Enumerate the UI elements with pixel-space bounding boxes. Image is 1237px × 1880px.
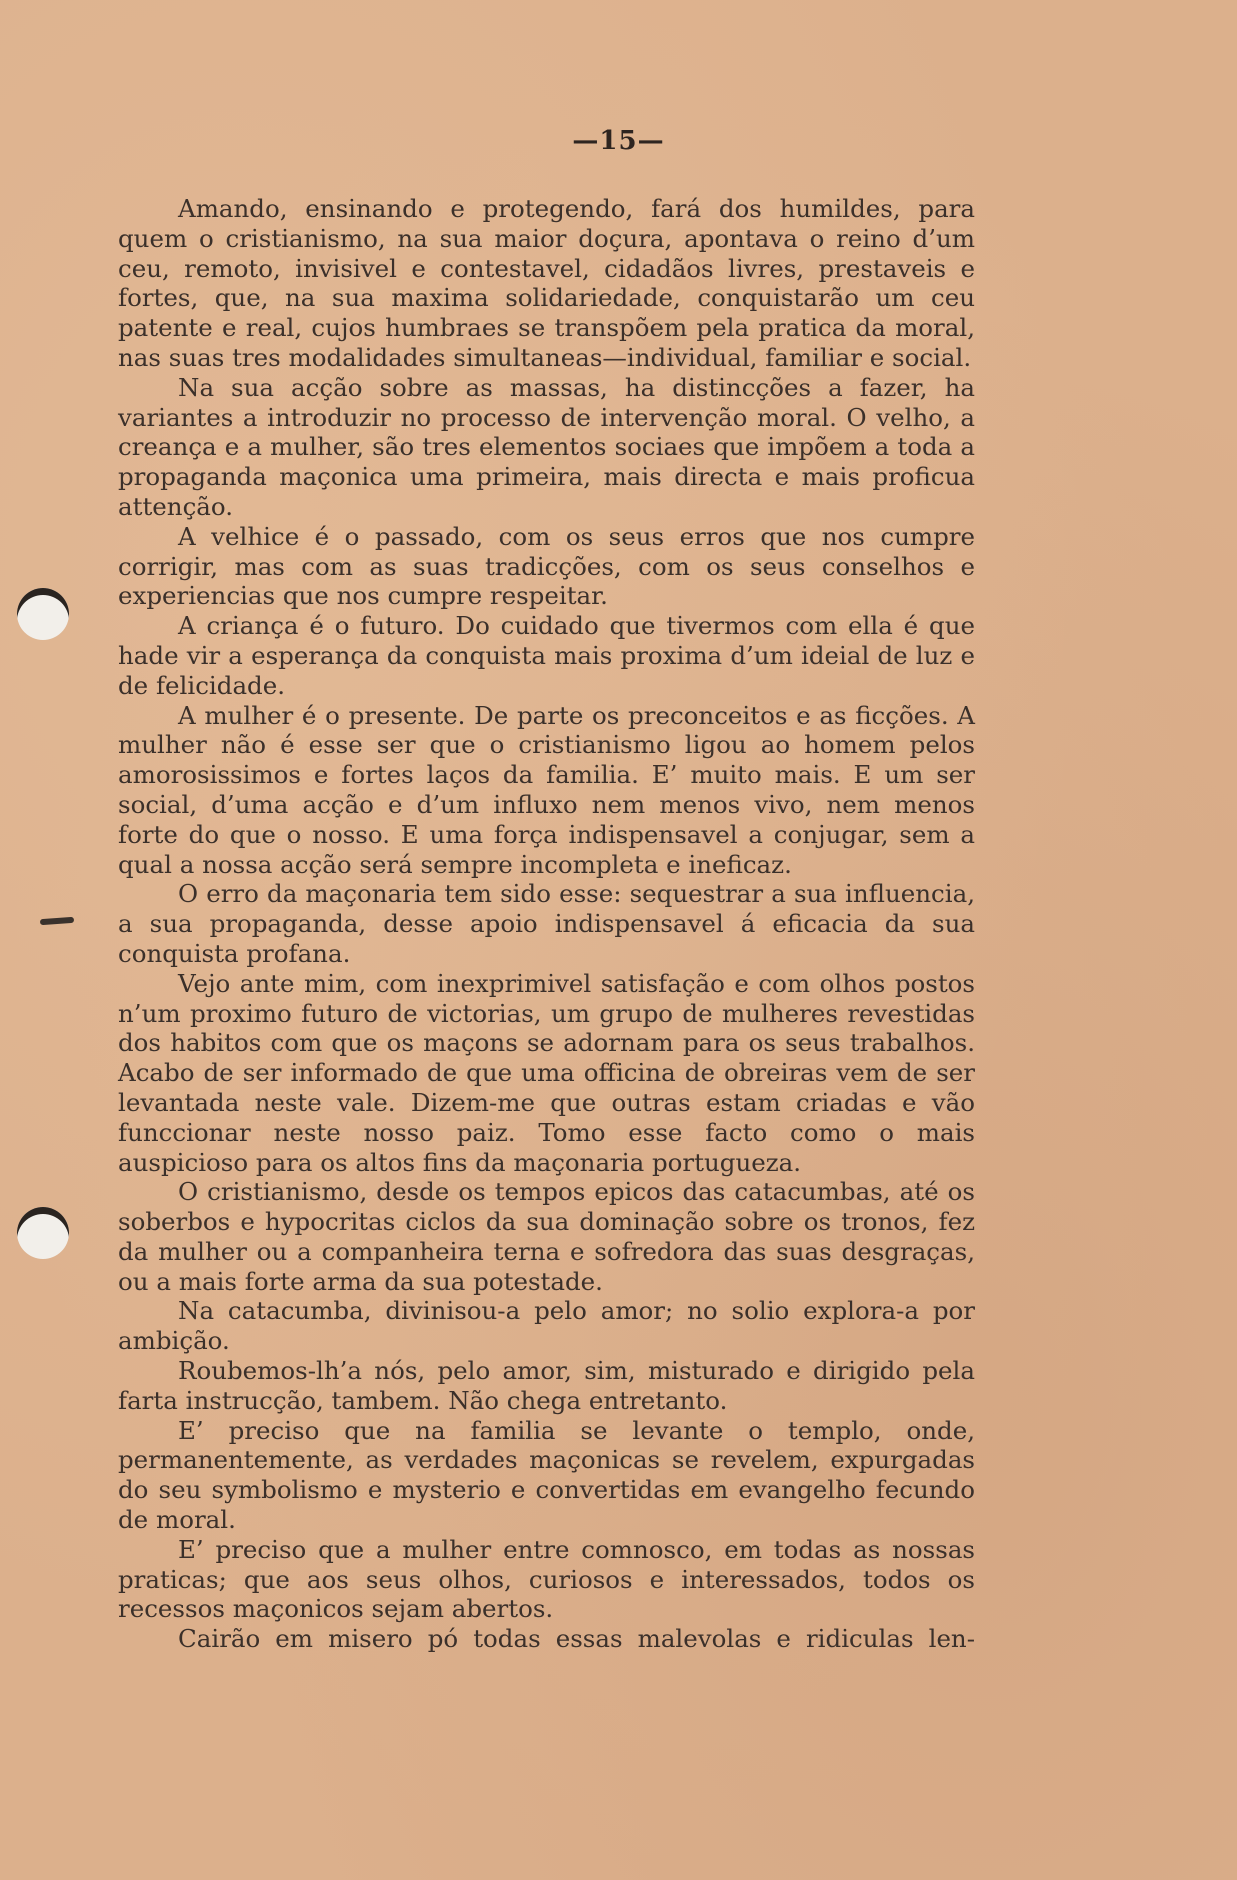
paragraph-8: O cristianismo, desde os tempos epicos das catacumbas, até os soberbos e hypocritas ciclos da sua dominação sobre os tronos, fez da mulher ou a companheira terna e sofredora das suas desgraças, ou a mais forte arma da sua potestade. [118,1177,975,1296]
paragraph-3: A velhice é o passado, com os seus erros que nos cumpre corrigir, mas com as suas tradicções, com os seus conselhos e experiencias que nos cumpre respeitar. [118,521,975,611]
paragraph-6: O erro da maçonaria tem sido esse: sequestrar a sua influencia, a sua propaganda, desse apoio indispensavel á eficacia da sua conquista profana. [118,879,975,968]
page-number: —15— [572,126,665,156]
paragraph-10: Roubemos-lh’a nós, pelo amor, sim, misturado e dirigido pela farta instrucção, tambem. Não chega entretanto. [118,1356,975,1415]
paragraph-9: Na catacumba, divinisou-a pelo amor; no solio explora-a por ambição. [118,1296,975,1356]
paper-mark [40,917,74,925]
paragraph-7: Vejo ante mim, com inexprimivel satisfação e com olhos postos n’um proximo futuro de victorias, um grupo de mulheres revestidas dos habitos com que os maçons se adornam para os seus trabalhos. Acabo de ser informado de que uma officina de obreiras vem de ser levantada neste vale. Dizem-me que outras estam criadas e vão funccionar neste nosso paiz. Tomo esse facto como o mais auspicioso para os altos fins da maçonaria portugueza. [118,968,975,1177]
body-text [118,194,975,1654]
paragraph-1: Amando, ensinando e protegendo, fará dos humildes, para quem o cristianismo, na sua maior doçura, apontava o reino d’um ceu, remoto, invisivel e contestavel, cidadãos livres, prestaveis e fortes, que, na sua maxima solidariedade, conquistarão um ceu patente e real, cujos humbraes se transpõem pela pratica da moral, nas suas tres modalidades simultaneas—individual, familiar e social. [118,194,975,372]
paragraph-2: Na sua acção sobre as massas, ha distincções a fazer, ha variantes a introduzir no processo de intervenção moral. O velho, a creança e a mulher, são tres elementos sociaes que impõem a toda a propaganda maçonica uma primeira, mais directa e mais proficua attenção. [118,372,975,521]
paragraph-11: E’ preciso que na familia se levante o templo, onde, permanentemente, as verdades maçonicas se revelem, expurgadas do seu symbolismo e mysterio e convertidas em evangelho fecundo de moral. [118,1415,975,1535]
paragraph-5: A mulher é o presente. De parte os preconceitos e as ficções. A mulher não é esse ser que o cristianismo ligou ao homem pelos amorosissimos e fortes laços da familia. E’ muito mais. E um ser social, d’uma acção e d’um influxo nem menos vivo, nem menos forte do que o nosso. E uma força indispensavel a conjugar, sem a qual a nossa acção será sempre incompleta e ineficaz. [118,700,975,879]
punch-hole-top [17,588,69,640]
paragraph-4: A criança é o futuro. Do cuidado que tivermos com ella é que hade vir a esperança da conquista mais proxima d’um ideial de luz e de felicidade. [118,611,975,700]
paragraph-13: Cairão em misero pó todas essas malevolas e ridiculas len- [178,1624,975,1654]
paragraph-12: E’ preciso que a mulher entre comnosco, em todas as nossas praticas; que aos seus olhos, curiosos e interessados, todos os recessos maçonicos sejam abertos. [118,1534,975,1624]
punch-hole-bottom [17,1207,69,1259]
